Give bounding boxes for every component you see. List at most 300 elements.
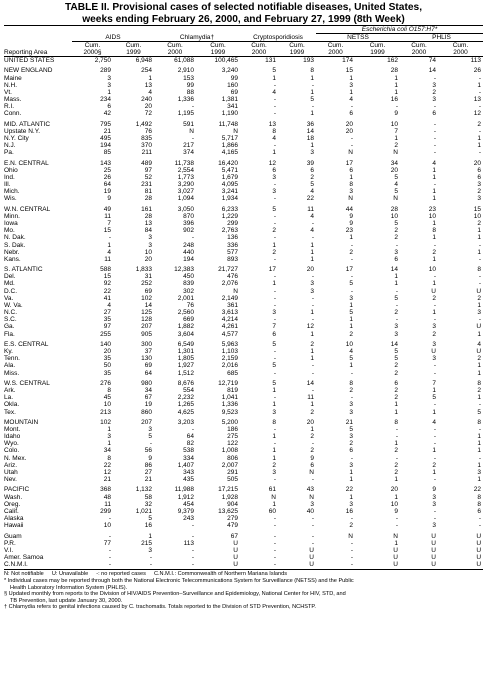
value-cell: 15: [345, 67, 353, 75]
footnote-dagger: † Chlamydia refers to genital infections caused by C. trachomatis. Totals reported to the Division of STD Prevention, NCHSTP.: [4, 604, 316, 611]
value-cell: N: [348, 195, 353, 203]
value-cell: 3: [349, 500, 353, 508]
value-cell: 1: [349, 74, 353, 82]
value-cell: 3: [148, 426, 152, 433]
value-cell: 2: [310, 433, 314, 441]
table-row: [4, 515, 483, 522]
cum-label: Cum.: [289, 42, 305, 49]
value-cell: 3: [349, 433, 353, 441]
value-cell: 2,076: [221, 280, 238, 288]
value-cell: 1: [432, 447, 436, 455]
reporting-area-cell: Tenn.: [4, 355, 20, 363]
value-cell: 10: [103, 401, 111, 409]
value-cell: -: [350, 554, 353, 562]
table-row: [4, 522, 483, 529]
value-cell: 2: [477, 387, 482, 395]
value-cell: 2: [394, 369, 398, 377]
value-cell: 1: [432, 188, 436, 196]
reporting-area-cell: Nev.: [4, 476, 17, 484]
value-cell: 76: [144, 127, 152, 135]
value-cell: 186: [227, 426, 238, 433]
value-cell: -: [395, 522, 398, 530]
value-cell: 1: [477, 447, 482, 455]
reporting-area-cell: N. Mex.: [4, 454, 27, 462]
value-cell: 1: [477, 369, 482, 377]
value-cell: 8: [394, 418, 398, 426]
value-cell: -: [350, 454, 353, 462]
value-cell: 4: [349, 348, 353, 356]
table-row: [4, 288, 483, 295]
value-cell: -: [191, 561, 194, 569]
value-cell: 28: [390, 205, 398, 213]
value-cell: 370: [141, 142, 152, 150]
reporting-area-cell: P.R.: [4, 539, 16, 547]
value-cell: 213: [100, 408, 111, 416]
cum-label: Cum.: [411, 42, 427, 49]
value-cell: 160: [227, 81, 238, 89]
year-label: 2000: [240, 49, 278, 57]
value-cell: N: [393, 149, 398, 157]
value-cell: 2,001: [177, 294, 194, 302]
value-cell: N: [348, 149, 353, 157]
reporting-area-cell: Miss.: [4, 369, 20, 377]
value-cell: 1,336: [221, 401, 238, 409]
reporting-area-cell: W.S. CENTRAL: [4, 379, 50, 387]
value-cell: 6: [432, 110, 436, 118]
value-cell: 1,492: [135, 120, 152, 128]
value-cell: N: [271, 493, 276, 501]
value-cell: 6: [477, 507, 482, 515]
table-body: [4, 57, 483, 569]
value-cell: -: [311, 476, 314, 484]
reporting-area-cell: Ga.: [4, 323, 15, 331]
value-cell: 20: [103, 348, 111, 356]
value-cell: 143: [100, 159, 111, 167]
value-cell: -: [350, 142, 353, 150]
value-cell: 5: [349, 355, 353, 363]
value-cell: N: [348, 532, 353, 540]
value-cell: -: [478, 103, 482, 111]
value-cell: 28: [390, 67, 398, 75]
reporting-area-cell: Guam: [4, 532, 22, 540]
value-cell: 3,241: [221, 188, 238, 196]
value-cell: 1: [310, 355, 314, 363]
value-cell: 2,910: [177, 67, 194, 75]
value-cell: 5: [394, 294, 398, 302]
value-cell: -: [311, 532, 314, 540]
reporting-area-cell: Minn.: [4, 212, 20, 220]
value-cell: -: [273, 212, 276, 220]
value-cell: 3: [432, 95, 436, 103]
value-cell: -: [350, 103, 353, 111]
value-cell: 1: [349, 493, 353, 501]
value-cell: 10: [428, 212, 436, 220]
value-cell: 2: [477, 220, 482, 228]
value-cell: 35: [103, 316, 111, 324]
value-cell: 82: [186, 440, 194, 448]
value-cell: 4: [272, 88, 276, 96]
value-cell: 21: [144, 476, 152, 484]
reporting-area-cell: Kans.: [4, 255, 21, 263]
value-cell: -: [433, 181, 436, 189]
table-row: [4, 370, 483, 377]
region-row: [4, 121, 483, 128]
reporting-area-cell: S.C.: [4, 316, 17, 324]
value-cell: 3: [107, 74, 111, 82]
value-cell: 2: [272, 227, 276, 235]
value-cell: U: [431, 532, 436, 540]
table-row: [4, 75, 483, 82]
value-cell: 64: [144, 369, 152, 377]
value-cell: 17: [268, 266, 276, 274]
value-cell: 113: [470, 57, 482, 64]
value-cell: 43: [306, 486, 314, 494]
value-cell: 1: [432, 408, 436, 416]
value-cell: U: [431, 348, 436, 356]
value-cell: 1: [272, 500, 276, 508]
value-cell: -: [273, 316, 276, 324]
value-cell: 100,465: [214, 57, 238, 64]
value-cell: 20: [144, 255, 152, 263]
value-cell: 1,927: [177, 362, 194, 370]
value-cell: 1: [148, 74, 152, 82]
value-cell: 13,625: [218, 507, 238, 515]
reporting-area-cell: W.N. CENTRAL: [4, 205, 51, 213]
value-cell: 2: [394, 142, 398, 150]
value-cell: -: [350, 394, 353, 402]
table-row: [4, 142, 483, 149]
value-cell: 2: [394, 447, 398, 455]
value-cell: -: [273, 561, 276, 569]
value-cell: 131: [265, 57, 276, 64]
reporting-area-cell: N. Dak.: [4, 234, 26, 242]
value-cell: 3: [432, 355, 436, 363]
value-cell: 276: [100, 379, 111, 387]
table-row: [4, 547, 483, 554]
table-title: [4, 0, 483, 25]
reporting-area-cell: E.S. CENTRAL: [4, 340, 49, 348]
value-cell: 1: [272, 447, 276, 455]
value-cell: 1: [310, 401, 314, 409]
reporting-area-cell: Ala.: [4, 362, 16, 370]
value-cell: -: [433, 316, 436, 324]
value-cell: 14: [390, 266, 398, 274]
value-cell: 1: [148, 532, 152, 540]
value-cell: 1,094: [177, 195, 194, 203]
value-cell: 1: [272, 74, 276, 82]
value-cell: 22: [306, 195, 314, 203]
value-cell: 69: [144, 287, 152, 295]
value-cell: 341: [227, 103, 238, 111]
value-cell: 1,195: [177, 110, 194, 118]
value-cell: 4: [272, 134, 276, 142]
value-cell: 6: [349, 110, 353, 118]
value-cell: 2: [477, 120, 482, 128]
report-page: [4, 0, 483, 611]
value-cell: -: [433, 301, 436, 309]
value-cell: 5: [148, 515, 152, 523]
value-cell: -: [311, 387, 314, 395]
value-cell: 2: [394, 468, 398, 476]
value-cell: 1: [310, 88, 314, 96]
value-cell: 2: [394, 387, 398, 395]
value-cell: -: [273, 234, 276, 242]
year-label: 1999: [196, 49, 240, 57]
value-cell: 52: [144, 173, 152, 181]
aids-header: AIDS: [72, 34, 154, 42]
value-cell: 19: [144, 401, 152, 409]
value-cell: U: [476, 554, 482, 562]
value-cell: 1: [432, 309, 436, 317]
value-cell: 2: [394, 234, 398, 242]
value-cell: -: [478, 280, 482, 288]
value-cell: 3: [394, 323, 398, 331]
value-cell: -: [350, 241, 353, 249]
region-row: [4, 160, 483, 167]
value-cell: 1,407: [177, 461, 194, 469]
value-cell: 1: [477, 476, 482, 484]
value-cell: -: [433, 515, 436, 523]
value-cell: 839: [183, 280, 194, 288]
value-cell: 5: [148, 433, 152, 441]
cum-label: Cum.: [251, 42, 267, 49]
table-row: [4, 220, 483, 227]
value-cell: 1: [394, 476, 398, 484]
value-cell: U: [309, 561, 314, 569]
cum-label: Cum.: [327, 42, 344, 49]
table-row: [4, 394, 483, 401]
value-cell: 1: [107, 88, 111, 96]
value-cell: 450: [183, 273, 194, 281]
value-cell: N: [189, 127, 194, 135]
value-cell: 893: [227, 255, 238, 263]
value-cell: 32: [144, 500, 152, 508]
cum-label: Cum.: [210, 42, 226, 49]
value-cell: U: [476, 561, 482, 569]
value-cell: 4,214: [221, 316, 238, 324]
table-row: [4, 316, 483, 323]
value-cell: 5: [272, 205, 276, 213]
region-row: [4, 380, 483, 387]
value-cell: -: [395, 454, 398, 462]
reporting-area-cell: Iowa: [4, 220, 18, 228]
value-cell: -: [273, 440, 276, 448]
value-cell: 243: [183, 515, 194, 523]
value-cell: 1: [349, 316, 353, 324]
value-cell: 6,948: [135, 57, 152, 64]
value-cell: 3: [148, 241, 152, 249]
value-cell: 97: [103, 323, 111, 331]
value-cell: -: [311, 103, 314, 111]
value-cell: 3: [349, 294, 353, 302]
value-cell: -: [395, 287, 398, 295]
value-cell: 3: [432, 81, 436, 89]
value-cell: 6: [272, 166, 276, 174]
value-cell: 36: [306, 120, 314, 128]
value-cell: 3: [148, 546, 152, 554]
value-cell: -: [273, 142, 276, 150]
value-cell: 1: [107, 440, 111, 448]
table-row: [4, 89, 483, 96]
value-cell: 1,866: [221, 142, 238, 150]
value-cell: -: [311, 301, 314, 309]
year-label: 1999: [113, 49, 154, 57]
value-cell: -: [395, 426, 398, 433]
value-cell: 1: [394, 88, 398, 96]
value-cell: N: [233, 287, 238, 295]
value-cell: 440: [183, 248, 194, 256]
value-cell: 48: [103, 493, 111, 501]
value-cell: 9: [394, 110, 398, 118]
value-cell: 1,773: [177, 173, 194, 181]
value-cell: 1: [272, 401, 276, 409]
value-cell: 343: [183, 468, 194, 476]
year-label: 2000: [154, 49, 196, 57]
value-cell: 1: [394, 74, 398, 82]
value-cell: 289: [100, 67, 111, 75]
value-cell: 74: [428, 57, 436, 64]
value-cell: 904: [227, 500, 238, 508]
value-cell: 1,008: [221, 447, 238, 455]
value-cell: 35: [103, 355, 111, 363]
value-cell: -: [478, 401, 482, 409]
value-cell: -: [191, 234, 194, 242]
table-row: [4, 280, 483, 287]
value-cell: 20: [144, 103, 152, 111]
value-cell: 835: [141, 134, 152, 142]
reporting-area-cell: S. ATLANTIC: [4, 266, 43, 274]
value-cell: 27: [144, 468, 152, 476]
value-cell: -: [478, 127, 482, 135]
value-cell: -: [311, 539, 314, 547]
value-cell: 13: [144, 220, 152, 228]
table-row: [4, 409, 483, 416]
value-cell: -: [478, 454, 482, 462]
value-cell: 4,095: [221, 181, 238, 189]
value-cell: 1: [394, 493, 398, 501]
table-row: [4, 234, 483, 241]
netss-header: NETSS: [316, 34, 400, 42]
value-cell: 1: [272, 454, 276, 462]
value-cell: 819: [227, 387, 238, 395]
reporting-area-cell: Nebr.: [4, 248, 20, 256]
value-cell: -: [311, 515, 314, 523]
value-cell: 3: [349, 461, 353, 469]
cum-label: Cum.: [125, 42, 142, 49]
value-cell: -: [433, 273, 436, 281]
value-cell: -: [478, 273, 482, 281]
table-row: [4, 476, 483, 483]
region-row: [4, 341, 483, 348]
value-cell: 1: [432, 280, 436, 288]
value-cell: 69: [144, 362, 152, 370]
value-cell: 207: [141, 323, 152, 331]
value-cell: -: [311, 273, 314, 281]
value-cell: 1: [272, 280, 276, 288]
value-cell: 275: [227, 433, 238, 441]
value-cell: 2: [310, 408, 314, 416]
value-cell: 2: [349, 440, 353, 448]
value-cell: 2,159: [221, 355, 238, 363]
header-row-cum: [4, 42, 483, 50]
footnote-section-line-2: TB Prevention, last update January 30, 2000.: [10, 597, 123, 604]
value-cell: 299: [100, 507, 111, 515]
value-cell: 5: [394, 173, 398, 181]
reporting-area-cell: Ind.: [4, 173, 15, 181]
value-cell: 396: [183, 220, 194, 228]
value-cell: 1: [477, 440, 482, 448]
value-cell: 128: [141, 316, 152, 324]
reporting-area-cell: Ark.: [4, 387, 16, 395]
value-cell: 2: [310, 173, 314, 181]
value-cell: 11: [307, 394, 314, 402]
value-cell: -: [395, 515, 398, 523]
value-cell: 3: [432, 493, 436, 501]
value-cell: U: [233, 554, 238, 562]
value-cell: 21,727: [218, 266, 238, 274]
table-row: [4, 561, 483, 568]
table-row: [4, 103, 483, 110]
value-cell: 22: [345, 486, 353, 494]
value-cell: 7: [272, 323, 276, 331]
value-cell: 1: [477, 394, 482, 402]
value-cell: -: [311, 362, 314, 370]
value-cell: 12,383: [174, 266, 194, 274]
value-cell: N: [393, 532, 398, 540]
reporting-area-cell: Ill.: [4, 181, 11, 189]
value-cell: 2,750: [94, 57, 111, 64]
value-cell: 69: [230, 88, 238, 96]
value-cell: -: [273, 195, 276, 203]
value-cell: -: [273, 515, 276, 523]
value-cell: 34: [103, 447, 111, 455]
value-cell: 3: [310, 500, 314, 508]
value-cell: 67: [144, 394, 152, 402]
value-cell: 1: [349, 362, 353, 370]
value-cell: 81: [144, 188, 152, 196]
value-cell: -: [350, 369, 353, 377]
value-cell: 3: [477, 309, 482, 317]
value-cell: 22: [103, 287, 111, 295]
value-cell: -: [433, 134, 436, 142]
value-cell: 21: [103, 476, 111, 484]
table-row: [4, 387, 483, 394]
table-row: [4, 96, 483, 103]
value-cell: U: [431, 546, 436, 554]
value-cell: 1,103: [221, 348, 238, 356]
value-cell: 2,554: [177, 166, 194, 174]
cum-label: Cum.: [167, 42, 183, 49]
value-cell: -: [433, 454, 436, 462]
value-cell: 1,265: [177, 401, 194, 409]
value-cell: 1: [310, 255, 314, 263]
value-cell: 12: [306, 323, 314, 331]
value-cell: 2: [394, 394, 398, 402]
reporting-area-cell: N.Y. City: [4, 134, 29, 142]
value-cell: 6,549: [177, 340, 194, 348]
value-cell: -: [311, 522, 314, 530]
value-cell: U: [309, 546, 314, 554]
value-cell: 10: [390, 212, 398, 220]
reporting-area-cell: Alaska: [4, 515, 24, 523]
value-cell: 2: [349, 330, 353, 338]
year-label: 2000: [400, 49, 438, 57]
value-cell: 2,232: [177, 394, 194, 402]
value-cell: 2,149: [221, 294, 238, 302]
value-cell: -: [311, 220, 314, 228]
value-cell: 3: [107, 433, 111, 441]
reporting-area-cell: Md.: [4, 280, 15, 288]
